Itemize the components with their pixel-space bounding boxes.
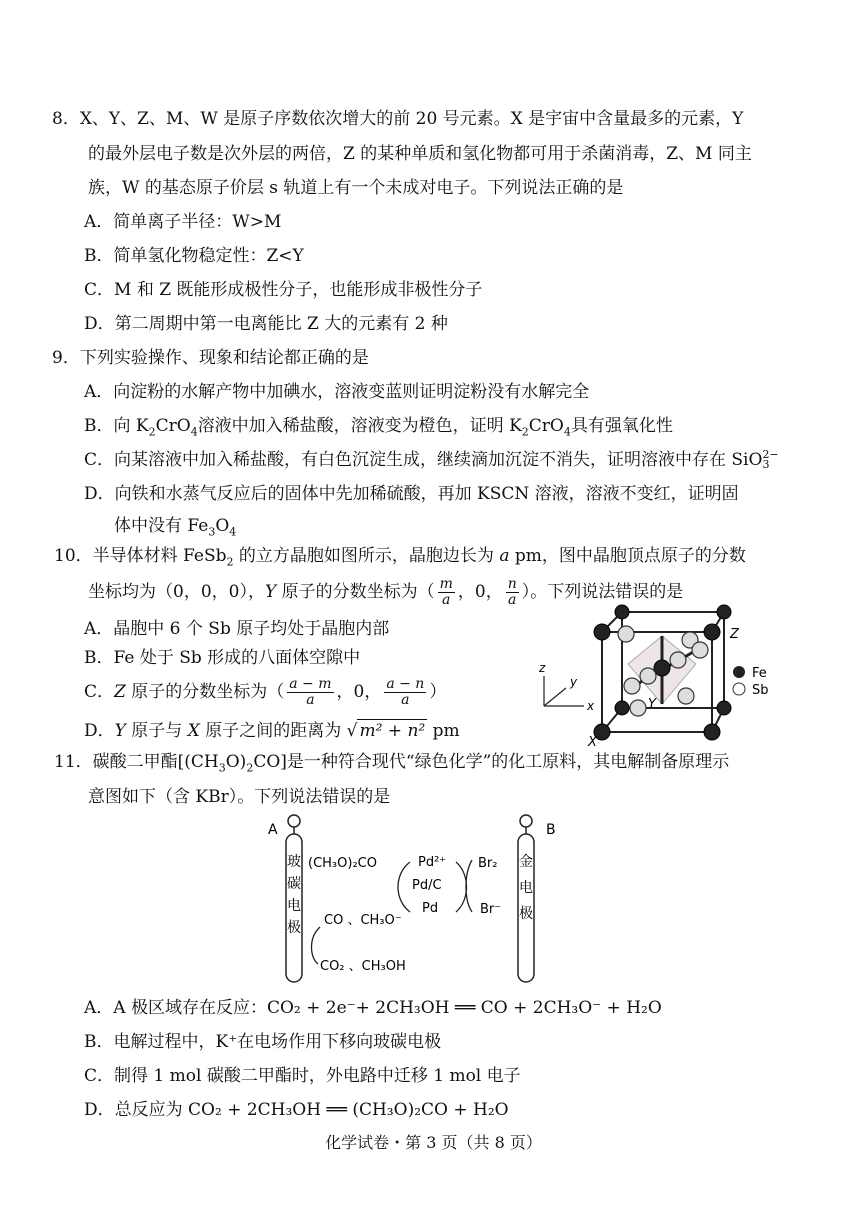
q10-stem-line1: 10．半导体材料 FeSb$_2$ 的立方晶胞如图所示，晶胞边长为 a pm，图中晶胞顶点原子的分数: [54, 546, 746, 569]
svg-text:电: 电: [519, 880, 533, 896]
q9-option-d-line1: D．向铁和水蒸气反应后的固体中先加稀硫酸，再加 KSCN 溶液，溶液不变红，证明固: [84, 484, 739, 504]
dmc-label: (CH₃O)₂CO: [308, 856, 377, 871]
q10-stem-line2: 坐标均为（0，0，0），Y 原子的分数坐标为（ $\frac{m}{a}$ ，0， $\frac{n}{a}$ ）。下列说法错误的是: [88, 576, 684, 608]
svg-text:x: x: [587, 699, 595, 713]
pd-label: Pd: [422, 901, 439, 916]
br2-label: Br₂: [478, 856, 498, 871]
label-x: X: [588, 735, 597, 750]
q8-option-a: A．简单离子半径：W>M: [84, 212, 282, 232]
pd2-label: Pd²⁺: [418, 855, 447, 870]
q10-option-d: D．Y 原子与 X 原子之间的距离为 √ m² + n² pm: [84, 721, 460, 741]
svg-text:极: 极: [519, 906, 533, 922]
q8-stem-line3: 族，W 的基态原子价层 s 轨道上有一个未成对电子。下列说法正确的是: [88, 178, 624, 198]
fraction-n-over-a: $\frac{n}{a}$: [507, 576, 517, 608]
legend-sb: Sb: [752, 683, 769, 698]
q8-option-c: C．M 和 Z 既能形成极性分子，也能形成非极性分子: [84, 280, 483, 300]
q10-option-c: C．Z 原子的分数坐标为（ $\frac{a - m}{a}$ ，0， $\frac{a - n}{a}$ ）: [84, 676, 447, 708]
q11-stem-line2: 意图如下（含 KBr）。下列说法错误的是: [88, 787, 391, 807]
brm-label: Br⁻: [480, 902, 502, 917]
q9-option-d-line2: 体中没有 $Fe_3O_4$: [114, 516, 237, 539]
q11-option-c: C．制得 1 mol 碳酸二甲酯时，外电路中迁移 1 mol 电子: [84, 1066, 521, 1086]
svg-text:电: 电: [287, 898, 301, 914]
svg-text:y: y: [570, 675, 578, 689]
q11-option-d: D．总反应为 CO₂ + 2CH₃OH ══ (CH₃O)₂CO + H₂O: [84, 1100, 509, 1120]
q11-option-a: A．A 极区域存在反应：CO₂ + 2e⁻+ 2CH₃OH ══ CO + 2CH₃O⁻ + H₂O: [84, 998, 662, 1018]
q9-stem: 9．下列实验操作、现象和结论都正确的是: [52, 348, 369, 368]
legend-sb-marker: [733, 683, 745, 695]
label-b: B: [546, 822, 556, 838]
legend-fe: Fe: [752, 666, 767, 681]
svg-text:玻: 玻: [287, 854, 301, 870]
co-meo-label: CO 、CH₃O⁻: [324, 913, 402, 928]
q10-option-a: A．晶胞中 6 个 Sb 原子均处于晶胞内部: [84, 619, 390, 639]
crystal-cell-figure: [530, 600, 780, 750]
label-z: Z: [730, 627, 739, 642]
q9-option-c: C．向某溶液中加入稀盐酸，有白色沉淀生成，继续滴加沉淀不消失，证明溶液中存在 SiO 2− 3: [84, 448, 779, 471]
q11-stem-line1: 11．碳酸二甲酯$[(CH_3O)_2CO]$是一种符合现代“绿色化学”的化工原料，其电解制备原理示: [54, 752, 730, 775]
svg-text:碳: 碳: [287, 876, 301, 892]
q8-stem-line1: 8．X、Y、Z、M、W 是原子序数依次增大的前 20 号元素。X 是宇宙中含量最多的元素，Y: [52, 109, 744, 129]
svg-text:金: 金: [519, 854, 533, 870]
q8-option-b: B．简单氢化物稳定性：Z<Y: [84, 246, 304, 266]
label-a: A: [268, 822, 278, 838]
fraction-m-over-a: $\frac{m}{a}$: [439, 576, 453, 608]
svg-text:z: z: [539, 661, 546, 675]
label-y: Y: [648, 697, 656, 712]
legend-fe-marker: [733, 666, 745, 678]
electrolysis-figure: [258, 812, 578, 990]
q8-option-d: D．第二周期中第一电离能比 Z 大的元素有 2 种: [84, 314, 448, 334]
q9-option-a: A．向淀粉的水解产物中加碘水，溶液变蓝则证明淀粉没有水解完全: [84, 382, 590, 402]
co2-meoh-label: CO₂ 、CH₃OH: [320, 959, 406, 974]
q10-option-b: B．Fe 处于 Sb 形成的八面体空隙中: [84, 648, 361, 668]
pdc-label: Pd/C: [412, 878, 442, 893]
q8-stem-line2: 的最外层电子数是次外层的两倍，Z 的某种单质和氢化物都可用于杀菌消毒，Z、M 同主: [88, 144, 752, 164]
svg-text:极: 极: [287, 920, 301, 936]
q9-option-b: B．向 $K_2CrO_4$溶液中加入稀盐酸，溶液变为橙色，证明 $K_2CrO_4$具有强氧化性: [84, 416, 673, 439]
page-footer: 化学试卷・第 3 页（共 8 页）: [325, 1133, 542, 1152]
q11-option-b: B．电解过程中，K⁺在电场作用下移向玻碳电极: [84, 1032, 442, 1052]
